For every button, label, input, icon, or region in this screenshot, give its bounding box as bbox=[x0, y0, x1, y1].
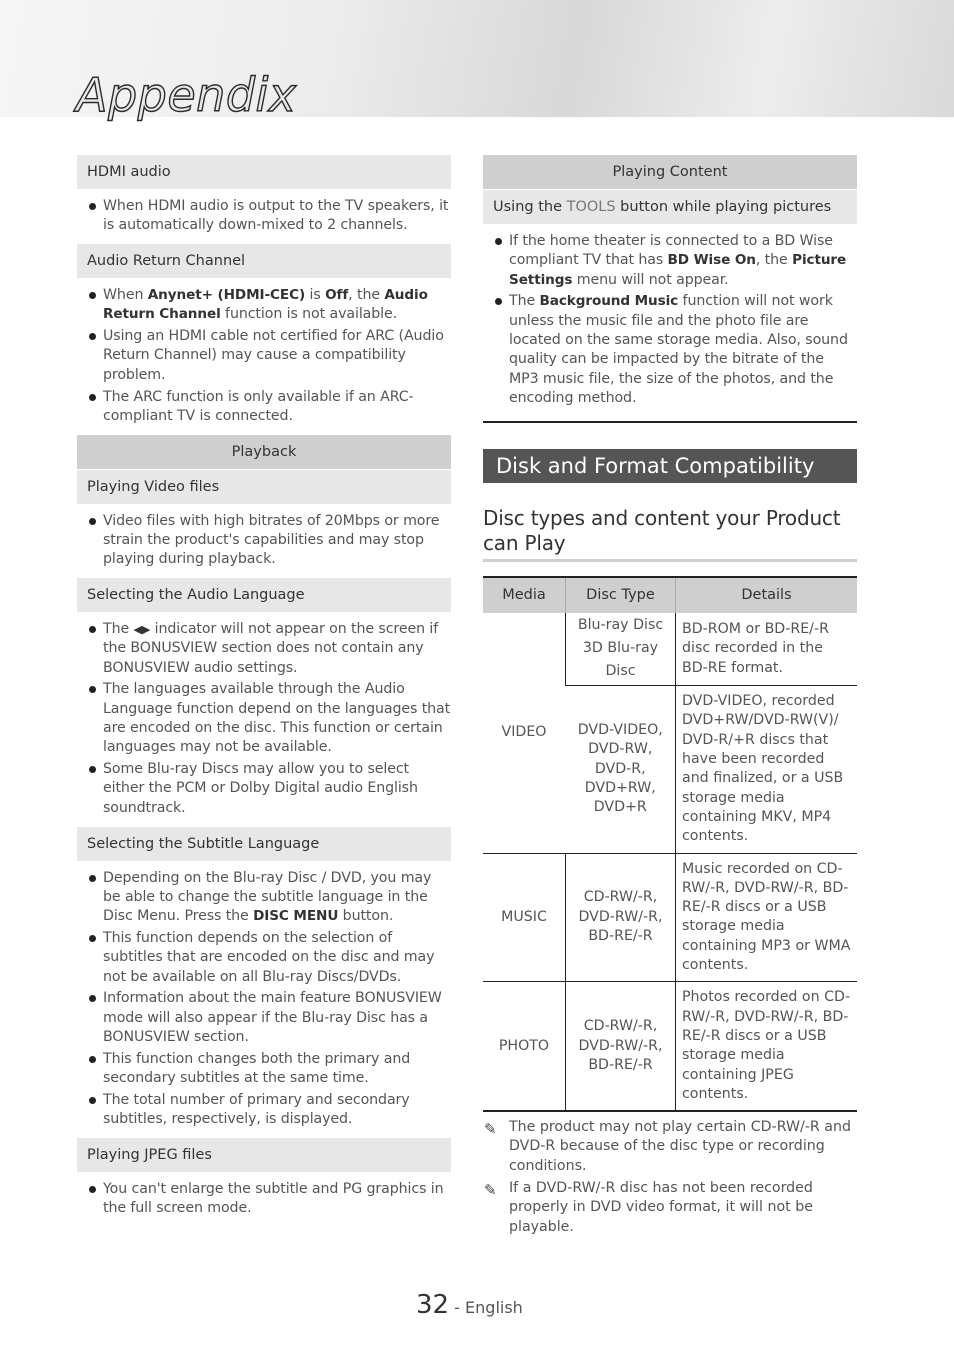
column-header-disc-type: Disc Type bbox=[566, 577, 676, 613]
media-cell: MUSIC bbox=[483, 853, 566, 982]
audio-language-list bbox=[77, 612, 451, 826]
tools-list bbox=[483, 224, 857, 417]
arc-list bbox=[77, 278, 451, 435]
bd-wise-label: BD Wise On bbox=[667, 252, 756, 269]
list-item: The Background Music function will not work unless the music file and the photo file are located on the same storage media. Also, sound quality can be impacted by the bitrate of the MP3 music file, the size of the photos, and the encoding method. bbox=[483, 292, 857, 408]
disc-menu-label: DISC MENU bbox=[253, 908, 339, 925]
page-header bbox=[0, 0, 954, 122]
table-row bbox=[483, 853, 857, 982]
table-header-row bbox=[483, 577, 857, 613]
list-item: The ARC function is only available if an ARC-compliant TV is connected. bbox=[77, 388, 451, 427]
note-item: ✎ The product may not play certain CD-RW/-R and DVD-R because of the disc type or recording conditions. bbox=[484, 1119, 851, 1174]
hdmi-audio-list bbox=[77, 189, 451, 244]
hdmi-audio-heading: HDMI audio bbox=[77, 155, 451, 189]
column-header-details: Details bbox=[676, 577, 858, 613]
list-item: When Anynet+ (HDMI-CEC) is Off, the Audio Return Channel function is not available. bbox=[77, 286, 451, 325]
picture-settings-label: Picture Settings bbox=[509, 252, 847, 288]
video-files-list bbox=[77, 504, 451, 578]
page-language: - English bbox=[449, 1298, 523, 1317]
left-column bbox=[77, 155, 451, 1227]
details-cell: Photos recorded on CD-RW/-R, DVD-RW/-R, BD-RE/-R discs or a USB storage media containing JPEG contents. bbox=[676, 982, 858, 1111]
disc-compatibility-table bbox=[483, 576, 857, 1112]
details-cell: Music recorded on CD-RW/-R, DVD-RW/-R, BD-RE/-R discs or a USB storage media containing MP3 or WMA contents. bbox=[676, 853, 858, 982]
page-title: Appendix bbox=[76, 68, 297, 122]
subsection-title: Disc types and content your Product can Play bbox=[483, 506, 857, 562]
pencil-note-icon: ✎ bbox=[484, 1181, 497, 1199]
table-row bbox=[483, 613, 857, 686]
off-label: Off bbox=[325, 287, 349, 304]
list-item: You can't enlarge the subtitle and PG graphics in the full screen mode. bbox=[77, 1180, 451, 1219]
media-cell: VIDEO bbox=[501, 723, 547, 740]
list-item: Using an HDMI cable not certified for ARC (Audio Return Channel) may cause a compatibility problem. bbox=[77, 327, 451, 385]
section-divider bbox=[483, 421, 857, 423]
subtitle-language-list bbox=[77, 861, 451, 1138]
list-item: The ◀▶ indicator will not appear on the screen if the BONUSVIEW section does not contain any BONUSVIEW audio settings. bbox=[77, 620, 451, 678]
arc-label: Audio Return Channel bbox=[103, 287, 428, 323]
list-item: When HDMI audio is output to the TV speakers, it is automatically down-mixed to 2 channels. bbox=[77, 197, 451, 236]
note-item: ✎ If a DVD-RW/-R disc has not been recorded properly in DVD video format, it will not be playable. bbox=[484, 1180, 813, 1235]
media-cell: PHOTO bbox=[483, 982, 566, 1111]
tools-label: TOOLS bbox=[566, 199, 616, 215]
anynet-label: Anynet+ (HDMI-CEC) bbox=[147, 287, 306, 304]
list-item: The total number of primary and secondary subtitles, respectively, is displayed. bbox=[77, 1091, 451, 1130]
list-item: Information about the main feature BONUSVIEW mode will also appear if the Blu-ray Disc has a BONUSVIEW section. bbox=[77, 989, 451, 1047]
video-files-heading: Playing Video files bbox=[77, 470, 451, 504]
disc-type-cell: CD-RW/-R, DVD-RW/-R, BD-RE/-R bbox=[566, 982, 676, 1111]
list-item: If the home theater is connected to a BD Wise compliant TV that has BD Wise On, the Picture Settings menu will not appear. bbox=[483, 232, 857, 290]
list-item: This function depends on the selection of subtitles that are encoded on the disc and may not be available on all Blu-ray Discs/DVDs. bbox=[77, 929, 451, 987]
details-cell: BD-ROM or BD-RE/-R disc recorded in the BD-RE format. bbox=[676, 613, 858, 686]
left-right-arrow-icon: ◀▶ bbox=[133, 623, 151, 637]
details-cell: DVD-VIDEO, recorded DVD+RW/DVD-RW(V)/ DVD-R/+R discs that have been recorded and finalized, or a USB storage media containing MKV, MP4 contents. bbox=[676, 686, 858, 853]
notes bbox=[483, 1118, 857, 1237]
list-item: This function changes both the primary and secondary subtitles at the same time. bbox=[77, 1050, 451, 1089]
disc-type-cell: Blu-ray Disc 3D Blu-ray Disc bbox=[566, 613, 676, 686]
table-row bbox=[483, 982, 857, 1111]
list-item: Video files with high bitrates of 20Mbps or more strain the product's capabilities and may stop playing during playback. bbox=[77, 512, 451, 570]
tools-heading: Using the TOOLS button while playing pictures bbox=[483, 190, 857, 224]
page-footer bbox=[416, 1290, 523, 1320]
list-item: Some Blu-ray Discs may allow you to select either the PCM or Dolby Digital audio English soundtrack. bbox=[77, 760, 451, 818]
audio-language-heading: Selecting the Audio Language bbox=[77, 578, 451, 612]
list-item: Depending on the Blu-ray Disc / DVD, you may be able to change the subtitle language in the Disc Menu. Press the DISC MENU button. bbox=[77, 869, 451, 927]
column-header-media: Media bbox=[483, 577, 566, 613]
disc-type-cell: DVD-VIDEO, DVD-RW, DVD-R, DVD+RW, DVD+R bbox=[566, 686, 676, 853]
jpeg-files-heading: Playing JPEG files bbox=[77, 1138, 451, 1172]
disc-type-cell: CD-RW/-R, DVD-RW/-R, BD-RE/-R bbox=[566, 853, 676, 982]
subtitle-language-heading: Selecting the Subtitle Language bbox=[77, 827, 451, 861]
jpeg-files-list bbox=[77, 1172, 451, 1227]
playing-content-heading: Playing Content bbox=[483, 155, 857, 189]
arc-heading: Audio Return Channel bbox=[77, 244, 451, 278]
section-title: Disk and Format Compatibility bbox=[483, 449, 857, 483]
background-music-label: Background Music bbox=[539, 293, 679, 310]
right-column bbox=[483, 155, 857, 1240]
pencil-note-icon: ✎ bbox=[484, 1120, 497, 1139]
list-item: The languages available through the Audio Language function depend on the languages that are encoded on the disc. This function or certain languages may not be available. bbox=[77, 680, 451, 757]
page-number: 32 bbox=[416, 1290, 450, 1320]
playback-heading: Playback bbox=[77, 435, 451, 469]
